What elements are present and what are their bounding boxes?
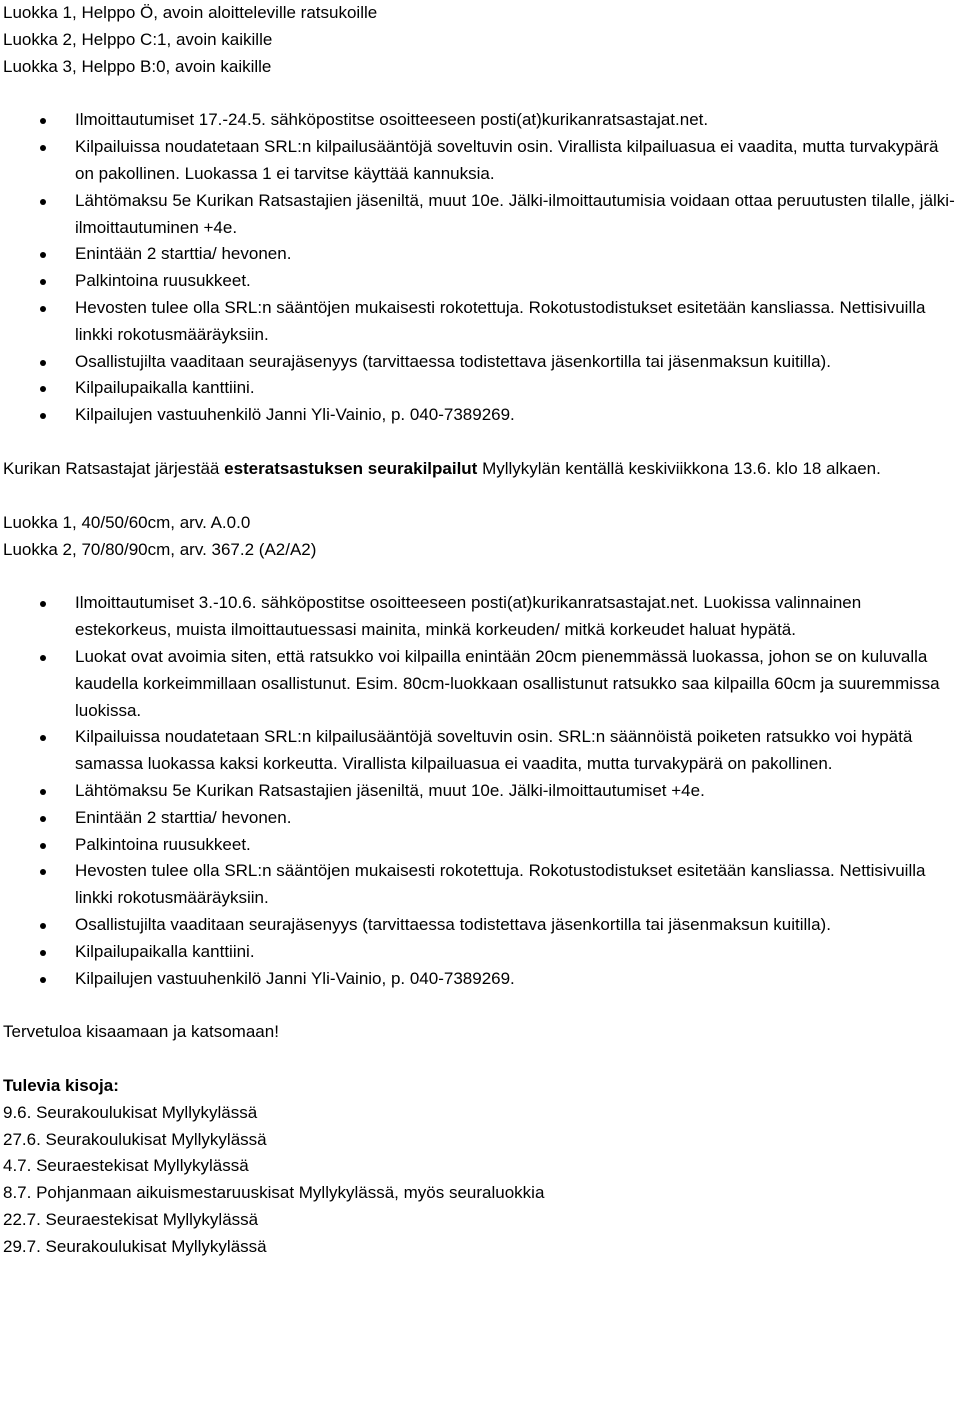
list-item: Kilpailupaikalla kanttiini. <box>3 939 960 966</box>
bullet-icon <box>40 306 46 312</box>
announcement-paragraph: Kurikan Ratsastajat järjestää esteratsastuksen seurakilpailut Myllykylän kentällä keskiviikkona 13.6. klo 18 alkaen. <box>3 458 881 478</box>
bullet-icon <box>40 252 46 258</box>
bullet-icon <box>40 923 46 929</box>
list-item: Ilmoittautumiset 17.-24.5. sähköpostitse osoitteeseen posti(at)kurikanratsastajat.net. <box>3 107 960 134</box>
bullet-icon <box>40 199 46 205</box>
spacer <box>3 1046 960 1073</box>
bullet-icon <box>40 118 46 124</box>
bullet-icon <box>40 869 46 875</box>
spacer <box>3 563 960 590</box>
bullet-icon <box>40 279 46 285</box>
bullet-icon <box>40 413 46 419</box>
list-item: Palkintoina ruusukkeet. <box>3 268 960 295</box>
section2-classes <box>3 510 960 564</box>
event-line: 8.7. Pohjanmaan aikuismestaruuskisat Myllykylässä, myös seuraluokkia <box>3 1183 545 1203</box>
list-item: Enintään 2 starttia/ hevonen. <box>3 805 960 832</box>
bullet-icon <box>40 360 46 366</box>
announcement-highlight: esteratsastuksen seurakilpailut <box>224 458 478 478</box>
event-line: 4.7. Seuraestekisat Myllykylässä <box>3 1156 249 1176</box>
spacer <box>3 992 960 1019</box>
list-item: Hevosten tulee olla SRL:n sääntöjen mukaisesti rokotettuja. Rokotustodistukset esitetään kansliassa. Nettisivuilla linkki rokotusmääräyksiin. <box>3 858 960 912</box>
bullet-icon <box>40 386 46 392</box>
upcoming-heading: Tulevia kisoja: <box>3 1076 119 1096</box>
list-item: Ilmoittautumiset 3.-10.6. sähköpostitse osoitteeseen posti(at)kurikanratsastajat.net. Luokissa valinnainen estekorkeus, muista ilmoittautuessasi mainita, minkä korkeuden/ mitkä korkeudet haluat hypätä. <box>3 590 960 644</box>
list-item: Kilpailujen vastuuhenkilö Janni Yli-Vainio, p. 040-7389269. <box>3 966 960 993</box>
upcoming-events <box>3 1073 960 1261</box>
list-item: Palkintoina ruusukkeet. <box>3 832 960 859</box>
list-item: Kilpailuissa noudatetaan SRL:n kilpailusääntöjä soveltuvin osin. Virallista kilpailuasua ei vaadita, mutta turvakypärä on pakollinen. Luokassa 1 ei tarvitse käyttää kannuksia. <box>3 134 960 188</box>
spacer <box>3 483 960 510</box>
spacer <box>3 80 960 107</box>
class-line: Luokka 1, 40/50/60cm, arv. A.0.0 <box>3 512 251 532</box>
bullet-icon <box>40 816 46 822</box>
list-item: Enintään 2 starttia/ hevonen. <box>3 241 960 268</box>
bullet-icon <box>40 789 46 795</box>
bullet-icon <box>40 145 46 151</box>
list-item: Luokat ovat avoimia siten, että ratsukko voi kilpailla enintään 20cm pienemmässä luokassa, johon se on kuluvalla kaudella korkeimmillaan osallistunut. Esim. 80cm-luokkaan osallistunut ratsukko saa kilpailla 60cm ja suuremmissa luokissa. <box>3 644 960 724</box>
bullet-icon <box>40 655 46 661</box>
bullet-icon <box>40 735 46 741</box>
list-item: Osallistujilta vaaditaan seurajäsenyys (tarvittaessa todistettava jäsenkortilla tai jäsenmaksun kuitilla). <box>3 912 960 939</box>
list-item: Osallistujilta vaaditaan seurajäsenyys (tarvittaessa todistettava jäsenkortilla tai jäsenmaksun kuitilla). <box>3 349 960 376</box>
class-line: Luokka 1, Helppo Ö, avoin aloitteleville ratsukoille <box>3 3 378 22</box>
event-line: 29.7. Seurakoulukisat Myllykylässä <box>3 1236 267 1256</box>
event-line: 9.6. Seurakoulukisat Myllykylässä <box>3 1102 258 1122</box>
list-item: Lähtömaksu 5e Kurikan Ratsastajien jäseniltä, muut 10e. Jälki-ilmoittautumiset +4e. <box>3 778 960 805</box>
list-item: Kilpailujen vastuuhenkilö Janni Yli-Vainio, p. 040-7389269. <box>3 402 960 429</box>
bullet-icon <box>40 601 46 607</box>
welcome-text: Tervetuloa kisaamaan ja katsomaan! <box>3 1022 279 1042</box>
class-line: Luokka 2, 70/80/90cm, arv. 367.2 (A2/A2) <box>3 539 317 559</box>
bullet-icon <box>40 843 46 849</box>
bullet-icon <box>40 950 46 956</box>
list-item: Lähtömaksu 5e Kurikan Ratsastajien jäseniltä, muut 10e. Jälki-ilmoittautumisia voidaan ottaa peruutusten tilalle, jälki-ilmoittautuminen +4e. <box>3 188 960 242</box>
section1-rules-list <box>3 107 960 429</box>
event-line: 22.7. Seuraestekisat Myllykylässä <box>3 1210 259 1230</box>
list-item: Kilpailupaikalla kanttiini. <box>3 375 960 402</box>
section1-classes <box>3 0 960 80</box>
spacer <box>3 429 960 456</box>
bullet-icon <box>40 977 46 983</box>
event-line: 27.6. Seurakoulukisat Myllykylässä <box>3 1129 267 1149</box>
class-line: Luokka 3, Helppo B:0, avoin kaikille <box>3 56 272 76</box>
list-item: Hevosten tulee olla SRL:n sääntöjen mukaisesti rokotettuja. Rokotustodistukset esitetään kansliassa. Nettisivuilla linkki rokotusmääräyksiin. <box>3 295 960 349</box>
list-item: Kilpailuissa noudatetaan SRL:n kilpailusääntöjä soveltuvin osin. SRL:n säännöistä poiketen ratsukko voi hypätä samassa luokassa kaksi korkeutta. Virallista kilpailuasua ei vaadita, mutta turvakypärä on pakollinen. <box>3 724 960 778</box>
section2-rules-list <box>3 590 960 992</box>
class-line: Luokka 2, Helppo C:1, avoin kaikille <box>3 29 273 49</box>
